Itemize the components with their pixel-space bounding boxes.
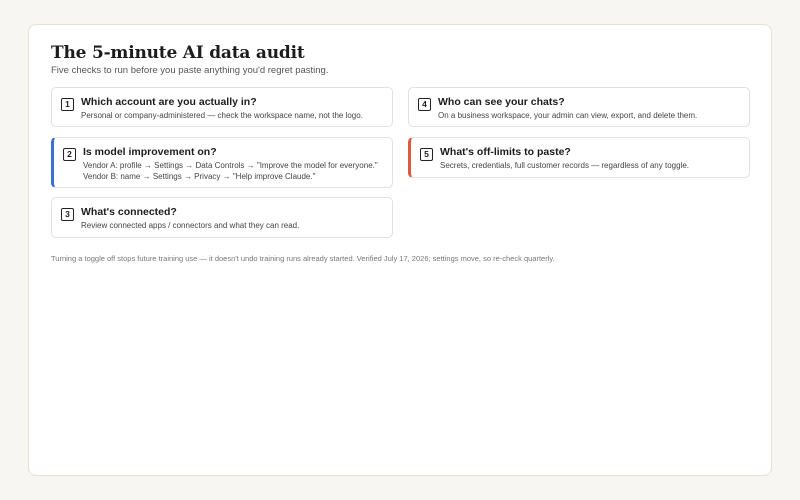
check-number-badge: 2 <box>63 148 76 161</box>
page-title: The 5-minute AI data audit <box>51 43 305 63</box>
check-description <box>438 111 697 122</box>
check-card-off-limits <box>408 137 750 178</box>
check-card-account <box>51 87 393 127</box>
check-card-visibility <box>408 87 750 127</box>
check-title: Who can see your chats? <box>438 96 565 108</box>
check-description-line: Personal or company-administered — check the workspace name, not the logo. <box>81 111 363 120</box>
check-number-badge: 5 <box>420 148 433 161</box>
check-description-line: Review connected apps / connectors and what they can read. <box>81 221 300 230</box>
check-card-connected <box>51 197 393 238</box>
check-description <box>81 111 363 122</box>
audit-sheet <box>28 24 772 476</box>
check-description-line: On a business workspace, your admin can view, export, and delete them. <box>438 111 698 120</box>
check-description-line: Vendor B: name → Settings → Privacy → "Help improve Claude." <box>83 171 316 181</box>
check-title: Which account are you actually in? <box>81 96 257 108</box>
check-description-line: Vendor A: profile → Settings → Data Controls → "Improve the model for everyone." <box>83 161 378 170</box>
page-subtitle: Five checks to run before you paste anything you'd regret pasting. <box>51 65 329 76</box>
check-number-badge: 1 <box>61 98 74 111</box>
check-number-badge: 3 <box>61 208 74 221</box>
check-card-model-improvement <box>51 137 393 188</box>
check-description <box>81 221 299 232</box>
check-description-line: Secrets, credentials, full customer records — regardless of any toggle. <box>440 161 689 170</box>
check-title: Is model improvement on? <box>83 146 217 158</box>
check-description <box>83 161 378 182</box>
check-description <box>440 161 689 172</box>
check-number-badge: 4 <box>418 98 431 111</box>
footer-note: Turning a toggle off stops future training use — it doesn't undo training runs already started. Verified July 17, 2026; settings move, so re-check quarterly. <box>51 254 555 263</box>
check-title: What's connected? <box>81 206 177 218</box>
check-title: What's off-limits to paste? <box>440 146 571 158</box>
